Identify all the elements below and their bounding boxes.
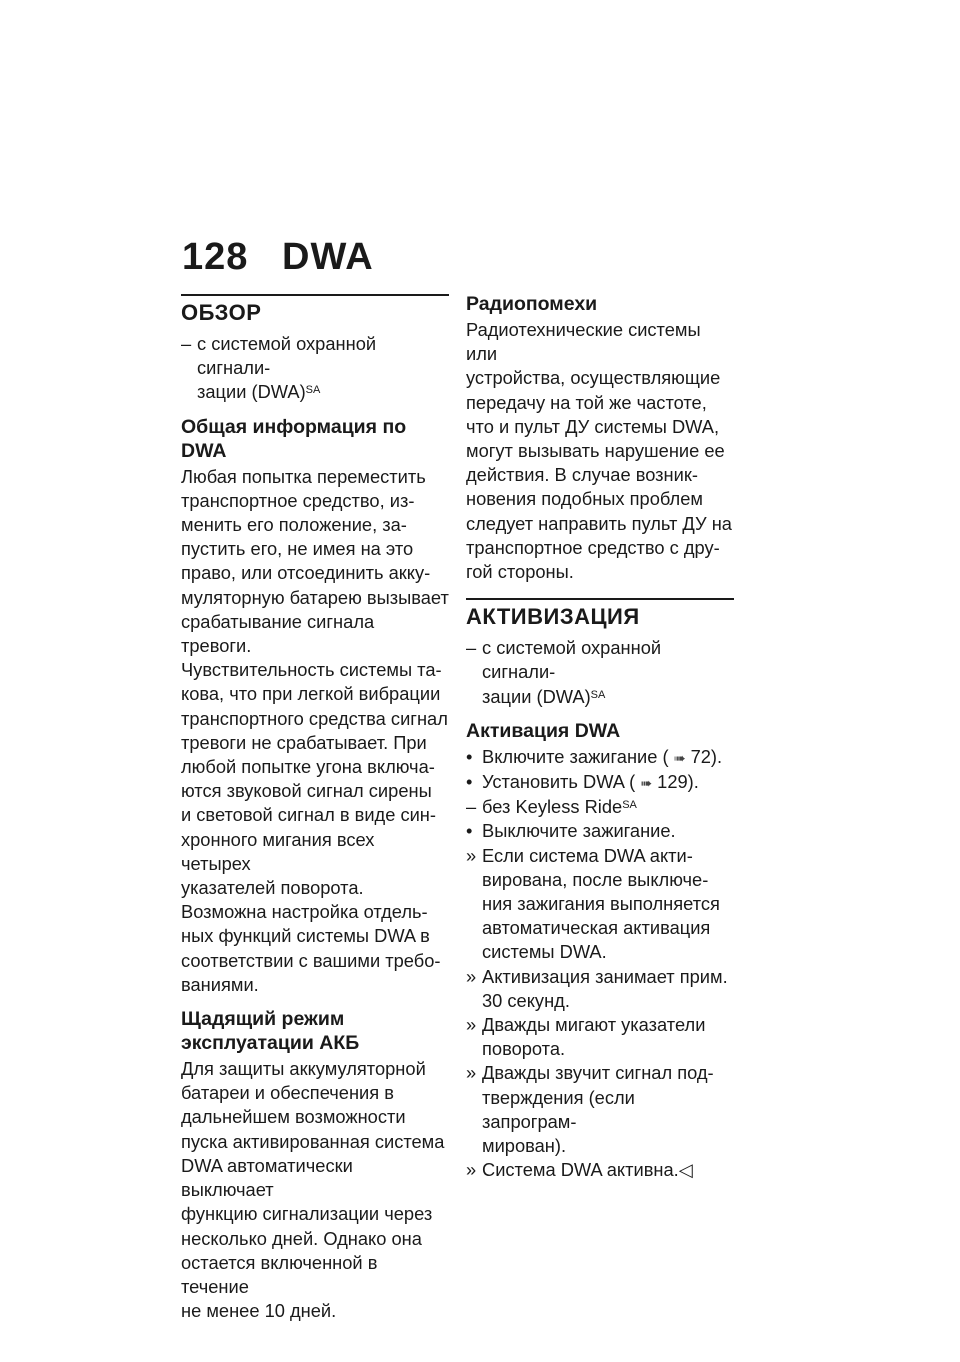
battery-saving-text: Для защиты аккумуляторной батареи и обеспечения в дальнейшем возможности пуска активированная система DWA автоматически выключает функцию сигнализации через несколько дней. Однако она остается включенной в течение не менее 10 дней.: [181, 1058, 445, 1322]
result-marker: »: [466, 1014, 477, 1036]
heading-radio-interference: Радиопомехи: [466, 293, 598, 315]
dash-item-continued: зации (DWA)$^{SA}$: [482, 685, 606, 707]
result-marker: »: [466, 965, 477, 987]
result-marker: »: [466, 1159, 477, 1181]
right-column: [466, 294, 734, 1183]
heading-general-info: Общая информация по DWA: [181, 415, 407, 462]
bullet-marker: •: [466, 745, 473, 767]
dash-item-continued: зации (DWA)$^{SA}$: [197, 381, 321, 403]
page-number: 128: [182, 236, 249, 278]
sa-superscript: SA: [622, 799, 637, 812]
left-column: [181, 294, 449, 1323]
bullet-item: • Выключите зажигание.: [466, 819, 734, 843]
result-marker: »: [466, 1062, 477, 1084]
dash-item: – с системой охранной сигнали-: [466, 637, 662, 683]
heading-activation-dwa: Активация DWA: [466, 719, 621, 742]
sa-superscript: SA: [305, 384, 321, 397]
heading-battery-saving: Щадящий режим эксплуатации АКБ: [181, 1008, 360, 1055]
result-item: » Система DWA активна.◁: [466, 1158, 734, 1182]
page-header: [182, 236, 374, 279]
chapter-title: DWA: [282, 236, 374, 278]
section-rule: [181, 294, 449, 296]
result-marker: »: [466, 844, 477, 866]
section-rule: [466, 598, 734, 600]
bullet-item: • Включите зажигание ( ➠ 72).: [466, 745, 734, 770]
section-heading-overview: ОБЗОР: [181, 300, 262, 325]
page-reference-link[interactable]: 72).: [690, 745, 723, 767]
result-item: » Активизация занимает прим. 30 секунд.: [466, 965, 728, 1011]
dash-marker: –: [466, 637, 477, 659]
result-item: » Дважды мигают указатели поворота.: [466, 1014, 706, 1060]
result-item: » Если система DWA акти- вирована, после выключе- ния зажигания выполняется автоматическая активация системы DWA.: [466, 844, 720, 963]
bullet-marker: •: [466, 771, 473, 793]
dash-marker: –: [181, 333, 192, 354]
dash-marker: –: [466, 796, 477, 818]
general-info-text: Любая попытка переместить транспортное средство, из- менить его положение, за- пустить его, не имея на это право, или отсоединить акку- муляторную батарею вызывает срабатывание сигнала тревоги. Чувствительность системы та- кова, что при легкой вибрации транспортного средства сигнал тревоги не срабатывает. При любой попытке угона включа- ются звуковой сигнал сирены и световой сигнал в виде син- хронного мигания всех четырех указателей поворота. Возможна настройка отдель- ных функций системы DWA в соответствии с вашими требо- ваниями.: [181, 465, 449, 995]
sa-superscript: SA: [590, 688, 606, 701]
radio-interference-text: Радиотехнические системы или устройства, осуществляющие передачу на той же частоте, что и пульт ДУ системы DWA, могут вызывать нарушение ее действия. В случае возник- новения подобных проблем следует направить пульт ДУ на транспортное средство с дру- гой стороны.: [466, 319, 732, 583]
bullet-item: • Установить DWA ( ➠ 129).: [466, 770, 734, 795]
dash-item: – с системой охранной сигнали-: [181, 333, 377, 379]
page-reference-arrow-icon: ➠: [640, 775, 653, 792]
result-item: » Дважды звучит сигнал под- тверждения (если запрограм- мирован).: [466, 1062, 714, 1157]
bullet-marker: •: [466, 820, 473, 842]
dash-item: – без Keyless Ride$^{SA}$: [466, 795, 734, 819]
page-reference-arrow-icon: ➠: [673, 749, 686, 766]
section-heading-activation: АКТИВИЗАЦИЯ: [466, 604, 640, 630]
page-reference-link[interactable]: 129).: [657, 771, 699, 793]
